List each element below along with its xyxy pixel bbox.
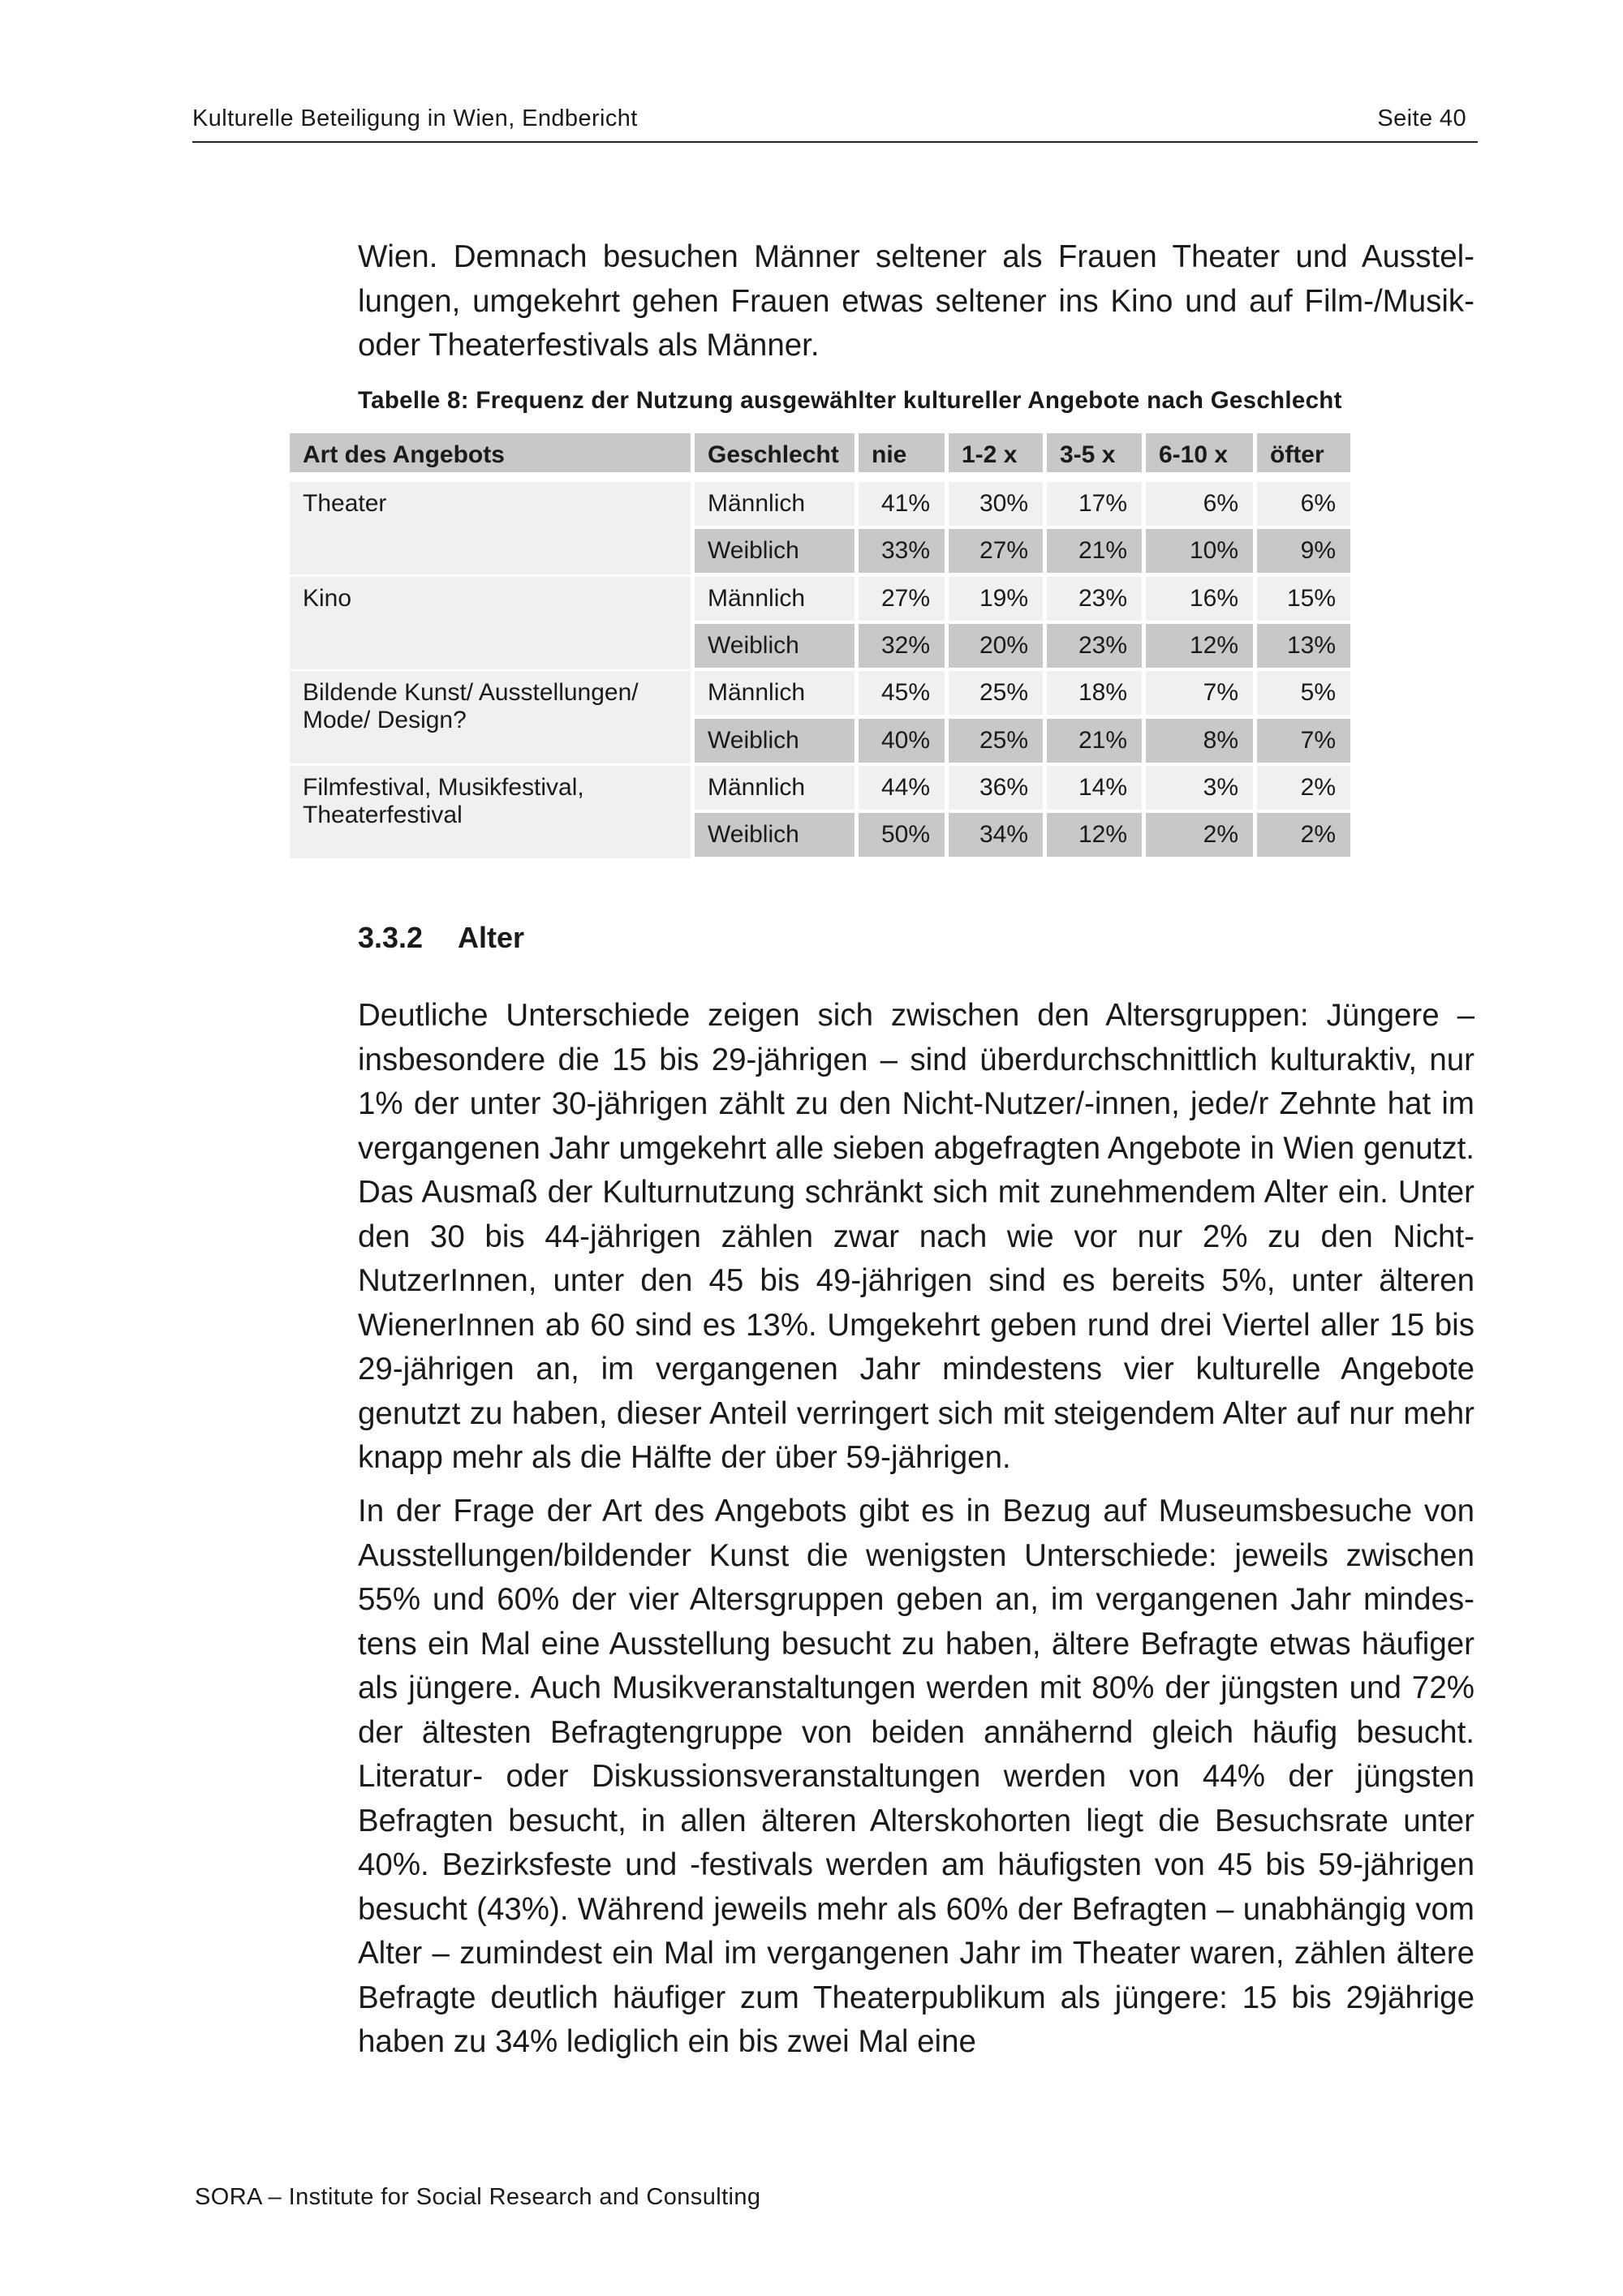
table-group-label: Filmfestival, Musikfestival, Theaterfestival [290,766,691,858]
table-value-cell: 7% [1146,671,1253,715]
table-value-cell: 21% [1047,719,1142,763]
table-gender-cell: Weiblich [695,813,855,857]
table-value-cell: 13% [1257,624,1350,668]
table-value-cell: 21% [1047,529,1142,573]
table-value-cell: 19% [949,577,1043,621]
table-value-cell: 5% [1257,671,1350,715]
intro-paragraph: Wien. Demnach besuchen Männer seltener als Frauen Theater und Ausstellungen, umgekehrt gehen Frauen etwas seltener ins Kino und auf Film-/Musik- oder Theaterfestivals als Männer. [358,239,1474,363]
table-gender-cell: Weiblich [695,719,855,763]
table-value-cell: 45% [859,671,945,715]
table-gender-cell: Weiblich [695,529,855,573]
table-value-cell: 18% [1047,671,1142,715]
table-value-cell: 27% [949,529,1043,573]
table-value-cell: 2% [1257,766,1350,810]
table-value-cell: 9% [1257,529,1350,573]
table-value-cell: 25% [949,719,1043,763]
table-value-cell: 36% [949,766,1043,810]
table-value-cell: 3% [1146,766,1253,810]
paragraph: Deutliche Unterschiede zeigen sich zwischen den Altersgruppen: Jüngere – insbesondere die 15 bis 29-jährigen – sind überdurchschnittlich kulturaktiv, nur 1% der unter 30-jährigen zählt zu den Nicht-Nutzer/-innen, jede/r Zehnte hat im vergangenen Jahr umgekehrt alle sieben abgefragten Angebote in Wien genutzt. Das Ausmaß der Kulturnutzung schränkt sich mit zunehmendem Alter ein. Unter den 30 bis 44-jährigen zählen zwar nach wie vor nur 2% zu den Nicht-NutzerInnen, unter den 45 bis 49-jährigen sind es bereits 5%, unter älteren WienerInnen ab 60 sind es 13%. Umgekehrt geben rund drei Viertel aller 15 bis 29-jährigen an, im vergangenen Jahr mindestens vier kulturelle Angebote genutzt zu haben, dieser Anteil verringert sich mit steigendem Alter auf nur mehr knapp mehr als die Hälfte der über 59-jährigen. [358,998,1474,1475]
table-value-cell: 23% [1047,624,1142,668]
table-value-cell: 33% [859,529,945,573]
table-value-cell: 20% [949,624,1043,668]
page-number: Seite 40 [1377,105,1466,131]
table-value-cell: 7% [1257,719,1350,763]
section-title: Alter [458,921,525,954]
table-value-cell: 12% [1047,813,1142,857]
table-value-cell: 30% [949,482,1043,526]
table-value-cell: 25% [949,671,1043,715]
page-footer: SORA – Institute for Social Research and Consulting [195,2184,761,2210]
table-caption: Tabelle 8: Frequenz der Nutzung ausgewählter kultureller Angebote nach Geschlecht [358,387,1342,414]
paragraph: In der Frage der Art des Angebots gibt es in Bezug auf Museumsbesuche von Ausstellungen/bildender Kunst die wenigsten Unterschiede: jeweils zwischen 55% und 60% der vier Altersgruppen geben an, im vergangenen Jahr mindestens ein Mal eine Ausstellung besucht zu haben, ältere Befragte etwas häufiger als jüngere. Auch Musikveranstaltungen werden mit 80% der jüngsten und 72% der ältesten Befragtengruppe von beiden annähernd gleich häufig besucht. Literatur- oder Diskussionsveranstaltungen werden von 44% der jüngsten Befragten besucht, in allen älteren Alterskohorten liegt die Besuchsrate unter 40%. Bezirksfeste und -festivals werden am häufigsten von 45 bis 59-jährigen besucht (43%). Während jeweils mehr als 60% der Befragten – unabhängig vom Alter – zumindest ein Mal im vergangenen Jahr im Theater waren, zählen ältere Befragte deutlich häufiger zum Theaterpublikum als jüngere: 15 bis 29jährige haben zu 34% lediglich ein bis zwei Mal eine [358,1494,1474,2059]
table-header-cell: Art des Angebots [290,433,691,472]
table-value-cell: 16% [1146,577,1253,621]
table-gender-cell: Weiblich [695,624,855,668]
section-heading [358,921,524,955]
table-value-cell: 2% [1146,813,1253,857]
section-number: 3.3.2 [358,921,424,954]
header-title: Kulturelle Beteiligung in Wien, Endbericht [192,105,638,131]
table-value-cell: 15% [1257,577,1350,621]
table-group-label: Theater [290,482,691,574]
table-value-cell: 12% [1146,624,1253,668]
table-value-cell: 6% [1146,482,1253,526]
table-value-cell: 23% [1047,577,1142,621]
table-group-label: Kino [290,577,691,669]
table-value-cell: 14% [1047,766,1142,810]
table-header-cell: Geschlecht [695,433,855,472]
table-group-label: Bildende Kunst/ Ausstellungen/ Mode/ Design? [290,671,691,763]
table-gender-cell: Männlich [695,671,855,715]
table-header-cell: öfter [1257,433,1350,472]
table-value-cell: 44% [859,766,945,810]
table-value-cell: 2% [1257,813,1350,857]
table-value-cell: 10% [1146,529,1253,573]
table-header-cell: 6-10 x [1146,433,1253,472]
table-value-cell: 32% [859,624,945,668]
table-value-cell: 17% [1047,482,1142,526]
table-header-cell: 3-5 x [1047,433,1142,472]
table-header-cell: nie [859,433,945,472]
page-header [192,102,1478,143]
table-gender-cell: Männlich [695,766,855,810]
table-header-cell: 1-2 x [949,433,1043,472]
table-gender-cell: Männlich [695,482,855,526]
table-gender-cell: Männlich [695,577,855,621]
table-value-cell: 50% [859,813,945,857]
table-value-cell: 41% [859,482,945,526]
table-value-cell: 27% [859,577,945,621]
table-value-cell: 34% [949,813,1043,857]
table-value-cell: 8% [1146,719,1253,763]
table-value-cell: 6% [1257,482,1350,526]
table-value-cell: 40% [859,719,945,763]
